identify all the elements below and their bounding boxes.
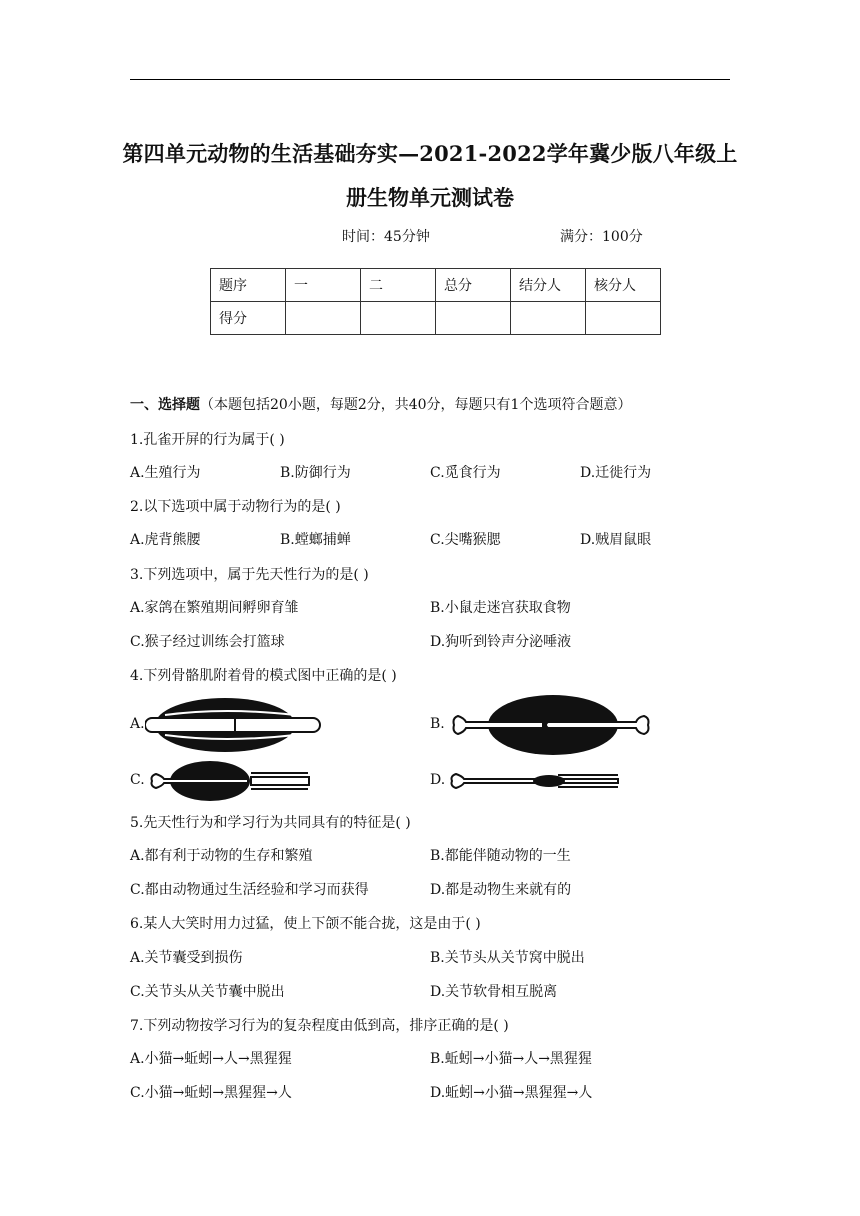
table-cell: 总分 [436,269,511,302]
option-d[interactable]: D.蚯蚓→小猫→黑猩猩→人 [430,1085,593,1101]
table-row [211,302,661,335]
table-cell: 二 [361,269,436,302]
option-a[interactable]: A.家鸽在繁殖期间孵卵育雏 [130,600,299,616]
muscle-diagram-a[interactable] [145,695,325,755]
option-d[interactable]: D.狗听到铃声分泌唾液 [430,634,572,650]
muscle-diagram-d[interactable] [448,766,623,796]
score-cell[interactable] [511,302,586,335]
option-d[interactable]: D.关节软骨相互脱离 [430,984,558,1000]
option-c[interactable]: C.关节头从关节囊中脱出 [130,984,285,1000]
option-a[interactable]: A.生殖行为 [130,465,201,481]
option-b[interactable]: B.小鼠走迷宫获取食物 [430,600,571,616]
option-c[interactable]: C. [130,772,145,788]
question-stem: 1.孔雀开屏的行为属于( ) [130,432,285,448]
score-cell[interactable] [586,302,661,335]
score-cell[interactable] [361,302,436,335]
option-b[interactable]: B.关节头从关节窝中脱出 [430,950,585,966]
option-d[interactable]: D. [430,772,446,788]
option-d[interactable]: D.贼眉鼠眼 [580,532,652,548]
option-b[interactable]: B.螳螂捕蝉 [280,532,351,548]
section-heading [130,394,631,414]
table-cell: 题序 [211,269,286,302]
option-a[interactable]: A.虎背熊腰 [130,532,201,548]
option-c[interactable]: C.尖嘴猴腮 [430,532,501,548]
question-stem: 2.以下选项中属于动物行为的是( ) [130,499,341,515]
muscle-diagram-b[interactable] [448,692,653,758]
muscle-diagram-c[interactable] [148,758,313,804]
option-b[interactable]: B.防御行为 [280,465,351,481]
option-c[interactable]: C.猴子经过训练会打篮球 [130,634,285,650]
table-cell: 核分人 [586,269,661,302]
score-cell[interactable] [436,302,511,335]
option-d[interactable]: D.都是动物生来就有的 [430,882,572,898]
option-b[interactable]: B. [430,716,445,732]
option-d[interactable]: D.迁徙行为 [580,465,652,481]
page-title-line2: 册生物单元测试卷 [346,185,514,210]
table-cell: 一 [286,269,361,302]
table-cell: 结分人 [511,269,586,302]
question-stem: 7.下列动物按学习行为的复杂程度由低到高，排序正确的是( ) [130,1018,509,1034]
score-cell[interactable] [286,302,361,335]
option-c[interactable]: C.都由动物通过生活经验和学习而获得 [130,882,369,898]
page-title-line1: 第四单元动物的生活基础夯实—2021-2022学年冀少版八年级上 [122,141,738,166]
question-stem: 4.下列骨骼肌附着骨的模式图中正确的是( ) [130,668,397,684]
exam-time: 时间：45分钟 [342,229,430,245]
question-stem: 5.先天性行为和学习行为共同具有的特征是( ) [130,815,411,831]
option-a[interactable]: A.都有利于动物的生存和繁殖 [130,848,313,864]
table-row [211,269,661,302]
section-note: （本题包括20小题，每题2分，共40分，每题只有1个选项符合题意） [200,397,632,413]
header-rule [130,79,730,80]
score-table [210,268,661,335]
option-a[interactable]: A.关节囊受到损伤 [130,950,243,966]
option-b[interactable]: B.都能伴随动物的一生 [430,848,571,864]
option-a[interactable]: A. [130,716,145,732]
question-stem: 3.下列选项中，属于先天性行为的是( ) [130,567,369,583]
question-stem: 6.某人大笑时用力过猛，使上下颌不能合拢，这是由于( ) [130,916,481,932]
full-score: 满分：100分 [560,229,643,245]
option-b[interactable]: B.蚯蚓→小猫→人→黑猩猩 [430,1051,592,1067]
option-c[interactable]: C.觅食行为 [430,465,501,481]
section-title: 一、选择题 [130,397,200,413]
option-a[interactable]: A.小猫→蚯蚓→人→黑猩猩 [130,1051,292,1067]
option-c[interactable]: C.小猫→蚯蚓→黑猩猩→人 [130,1085,292,1101]
table-cell: 得分 [211,302,286,335]
